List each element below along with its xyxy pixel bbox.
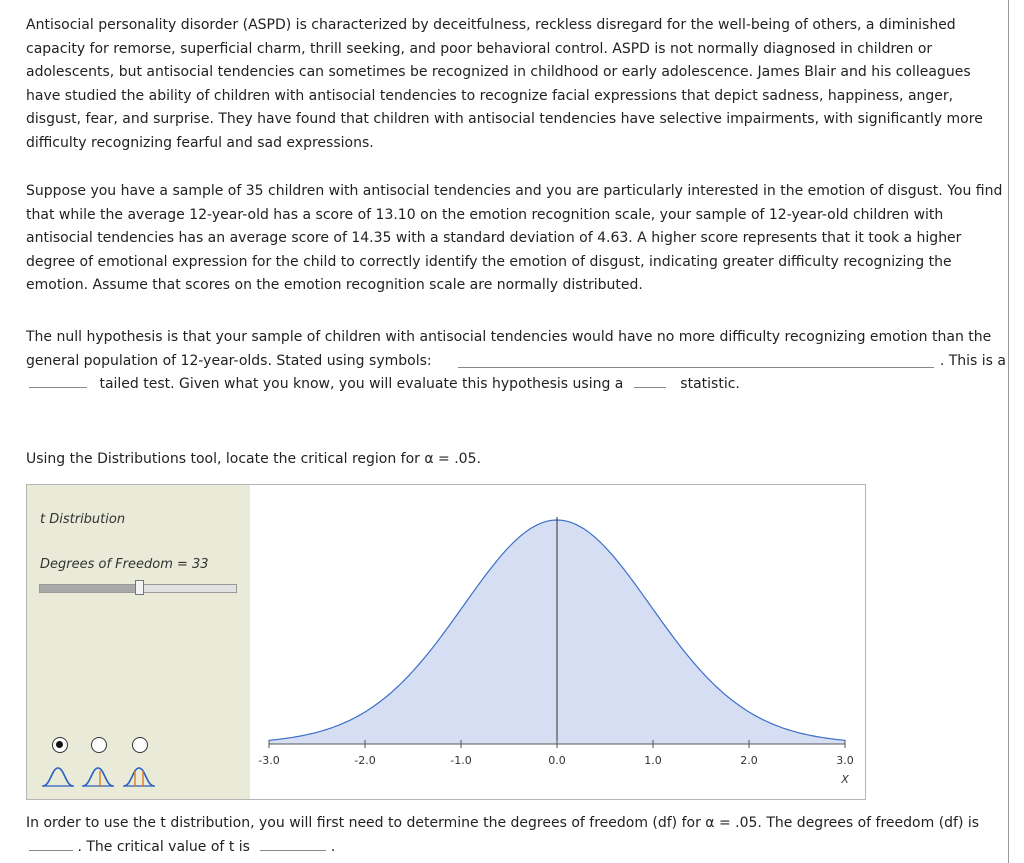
- x-axis-label: X: [841, 773, 849, 786]
- hypothesis-text-1: The null hypothesis is that your sample of children with antisocial tendencies would have no more difficulty recognizing emotion than the general population of 12-year-olds. Stated using symbols:: [26, 329, 992, 369]
- x-tick-label: 1.0: [644, 754, 662, 767]
- t-distribution-chart[interactable]: [251, 485, 865, 799]
- distribution-label: t Distribution: [40, 512, 126, 527]
- tool-control-panel: [27, 485, 250, 799]
- degrees-of-freedom-input[interactable]: [29, 836, 73, 851]
- one-tail-radio[interactable]: [52, 737, 68, 753]
- final-paragraph: [26, 812, 1006, 859]
- slider-fill: [40, 585, 141, 592]
- intro-paragraph-2: Suppose you have a sample of 35 children with antisocial tendencies and you are particularly interested in the emotion of disgust. You find that while the average 12-year-old has a score of 13.10 on the emotion recognition scale, your sample of 12-year-old children with antisocial tendencies has an average score of 14.35 with a standard deviation of 4.63. A higher score represents that it took a higher degree of emotional expression for the child to correctly identify the emotion of disgust, indicating greater difficulty recognizing the emotion. Assume that scores on the emotion recognition scale are normally distributed.: [26, 183, 1003, 293]
- hypothesis-text-2: . This is a: [939, 352, 1006, 369]
- two-tail-radio[interactable]: [132, 737, 148, 753]
- final-text-1: In order to use the t distribution, you will first need to determine the degrees of freedom (df) for α = .05. The degrees of freedom (df) is: [26, 815, 980, 831]
- x-tick-label: 0.0: [548, 754, 566, 767]
- one-tail-distribution-icon[interactable]: [81, 765, 115, 789]
- slider-thumb[interactable]: [135, 580, 144, 595]
- hypothesis-text-3: tailed test. Given what you know, you will evaluate this hypothesis using a: [99, 376, 624, 392]
- two-tail-left-radio[interactable]: [91, 737, 107, 753]
- x-tick-label: -3.0: [258, 754, 280, 767]
- x-tick-label: 2.0: [740, 754, 758, 767]
- distributions-tool: [26, 484, 866, 800]
- intro-paragraph-1: Antisocial personality disorder (ASPD) is characterized by deceitfulness, reckless disregard for the well-being of others, a diminished capacity for remorse, superficial charm, thrill seeking, and poor behavioral control. ASPD is not normally diagnosed in children or adolescents, but antisocial tendencies can sometimes be recognized in childhood or early adolescence. James Blair and his colleagues have studied the ability of children with antisocial tendencies to recognize facial expressions that depict sadness, happiness, anger, disgust, fear, and surprise. They have found that children with antisocial tendencies have selective impairments, with significantly more difficulty recognizing fearful and sad expressions.: [26, 17, 983, 151]
- tail-type-dropdown[interactable]: [29, 373, 87, 388]
- no-tail-distribution-icon[interactable]: [41, 765, 75, 789]
- instruction-text: Using the Distributions tool, locate the critical region for α = .05.: [26, 451, 481, 467]
- two-tail-distribution-icon[interactable]: [122, 765, 156, 789]
- hypothesis-text-4: statistic.: [680, 376, 740, 392]
- critical-value-input[interactable]: [260, 836, 326, 851]
- degrees-of-freedom-label: Degrees of Freedom = 33: [40, 557, 209, 572]
- degrees-of-freedom-slider[interactable]: [39, 584, 237, 593]
- x-tick-label: -2.0: [354, 754, 376, 767]
- null-hypothesis-input[interactable]: [458, 353, 934, 368]
- final-text-2: . The critical value of t is: [77, 838, 250, 855]
- x-tick-label: -1.0: [450, 754, 472, 767]
- hypothesis-paragraph: [26, 326, 1006, 397]
- statistic-type-dropdown[interactable]: [634, 373, 666, 388]
- final-text-3: .: [330, 838, 336, 855]
- x-tick-label: 3.0: [836, 754, 854, 767]
